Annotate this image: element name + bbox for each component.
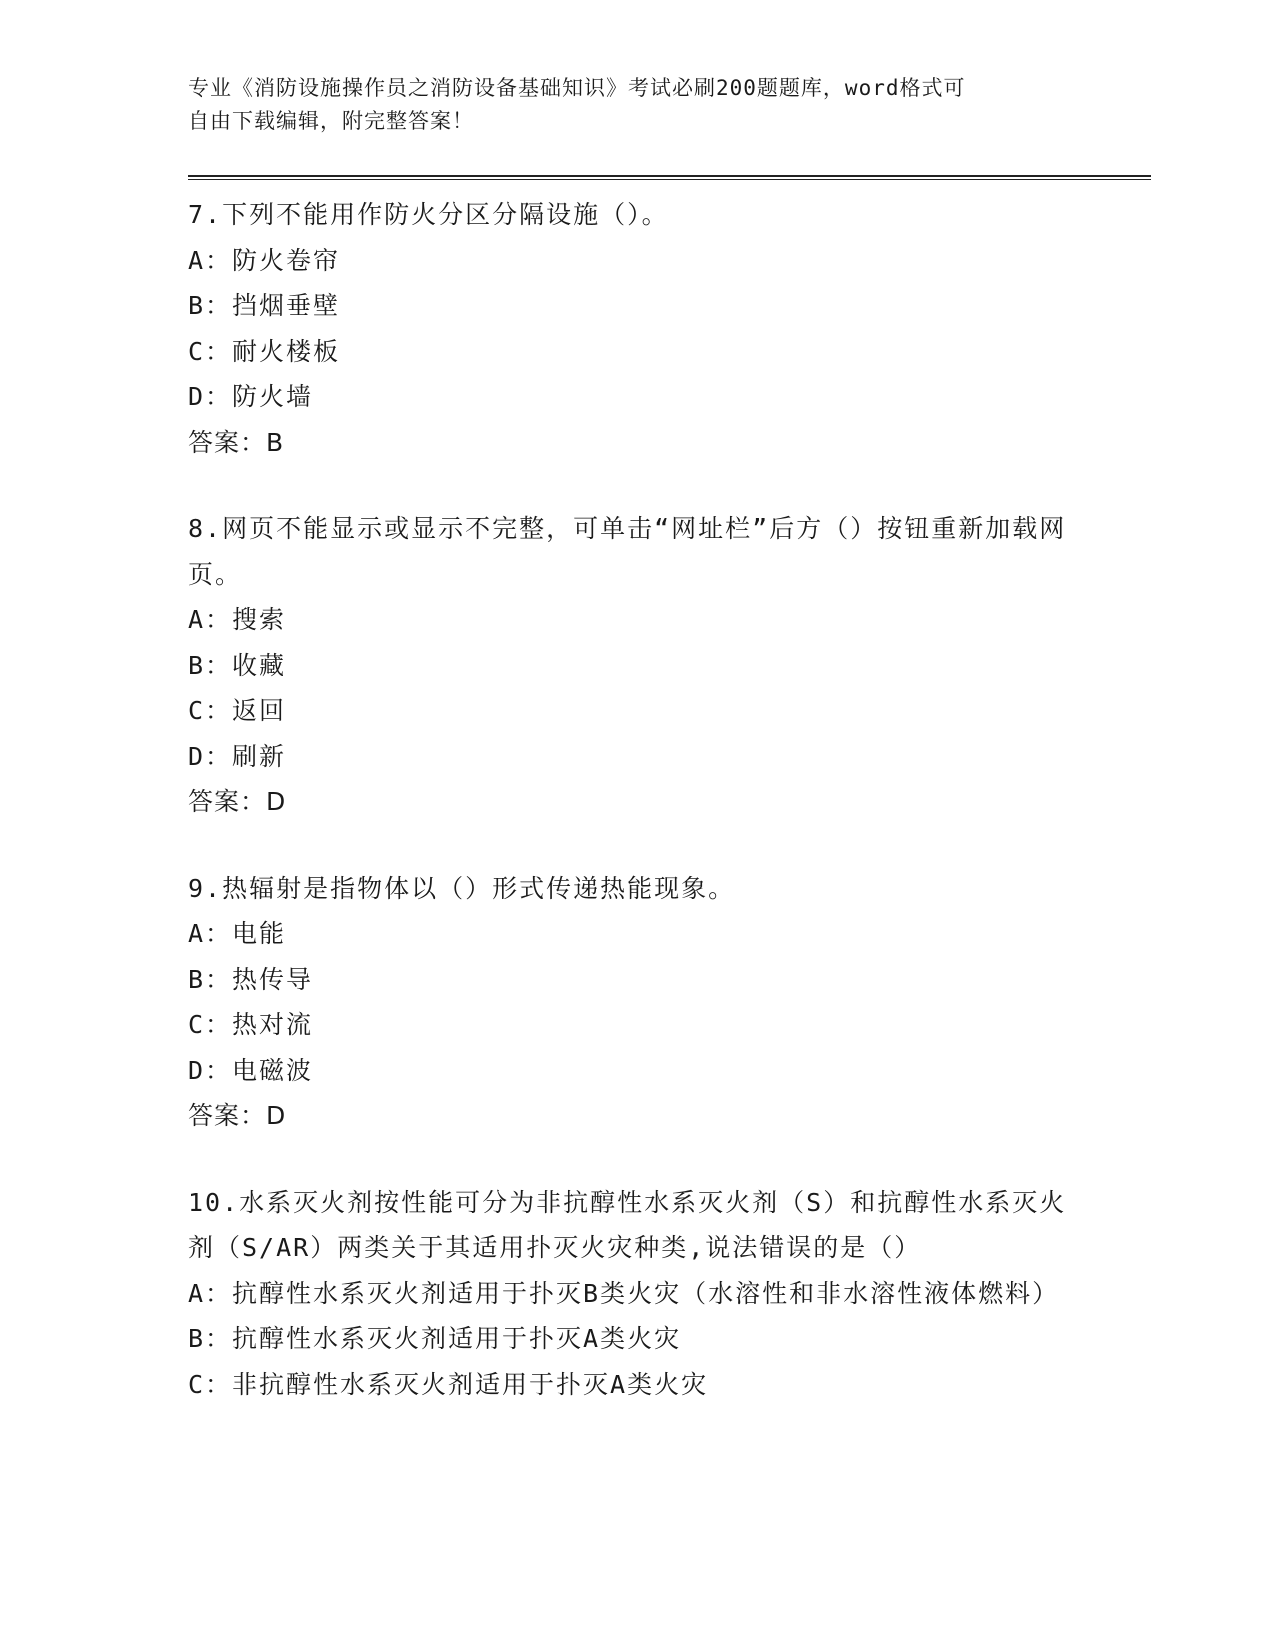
question-text: 10.水系灭火剂按性能可分为非抗醇性水系灭火剂（S）和抗醇性水系灭火剂（S/AR）两类关于其适用扑灭火灾种类,说法错误的是（） — [188, 1187, 1067, 1262]
answer-line: 答案：D — [188, 787, 287, 816]
option-c: C：耐火楼板 — [188, 336, 341, 366]
question-text: 8.网页不能显示或显示不完整，可单击“网址栏”后方（）按钮重新加载网页。 — [188, 514, 1067, 589]
answer-line: 答案：B — [188, 427, 285, 457]
option-b: B：收藏 — [188, 650, 287, 680]
option-a: A：防火卷帘 — [188, 245, 341, 275]
option-d: D：电磁波 — [188, 1055, 314, 1085]
answer-line: 答案：D — [188, 1101, 287, 1130]
option-a: A：抗醇性水系灭火剂适用于扑灭B类火灾（水溶性和非水溶性液体燃料） — [188, 1278, 1060, 1308]
header-line-1: 专业《消防设施操作员之消防设备基础知识》考试必刷200题题库，word格式可 — [188, 76, 966, 100]
document-page — [188, 72, 1088, 1407]
question-text: 9.热辐射是指物体以（）形式传递热能现象。 — [188, 873, 736, 903]
question-7 — [188, 192, 1088, 465]
question-text: 7.下列不能用作防火分区分隔设施（）。 — [188, 200, 669, 229]
option-c: C：返回 — [188, 696, 287, 725]
option-c: C：热对流 — [188, 1010, 314, 1039]
question-8 — [188, 506, 1088, 825]
option-b: B：挡烟垂壁 — [188, 291, 341, 320]
option-b: B：抗醇性水系灭火剂适用于扑灭A类火灾 — [188, 1324, 682, 1353]
option-a: A：电能 — [188, 919, 287, 948]
option-a: A：搜索 — [188, 605, 287, 634]
option-d: D：刷新 — [188, 741, 287, 771]
option-c: C：非抗醇性水系灭火剂适用于扑灭A类火灾 — [188, 1369, 709, 1399]
header-divider — [188, 175, 1151, 180]
question-10 — [188, 1180, 1088, 1408]
question-9 — [188, 866, 1088, 1139]
option-d: D：防火墙 — [188, 382, 314, 411]
document-header — [188, 72, 1068, 138]
header-line-2: 自由下载编辑，附完整答案！ — [188, 109, 474, 133]
option-b: B：热传导 — [188, 964, 314, 994]
